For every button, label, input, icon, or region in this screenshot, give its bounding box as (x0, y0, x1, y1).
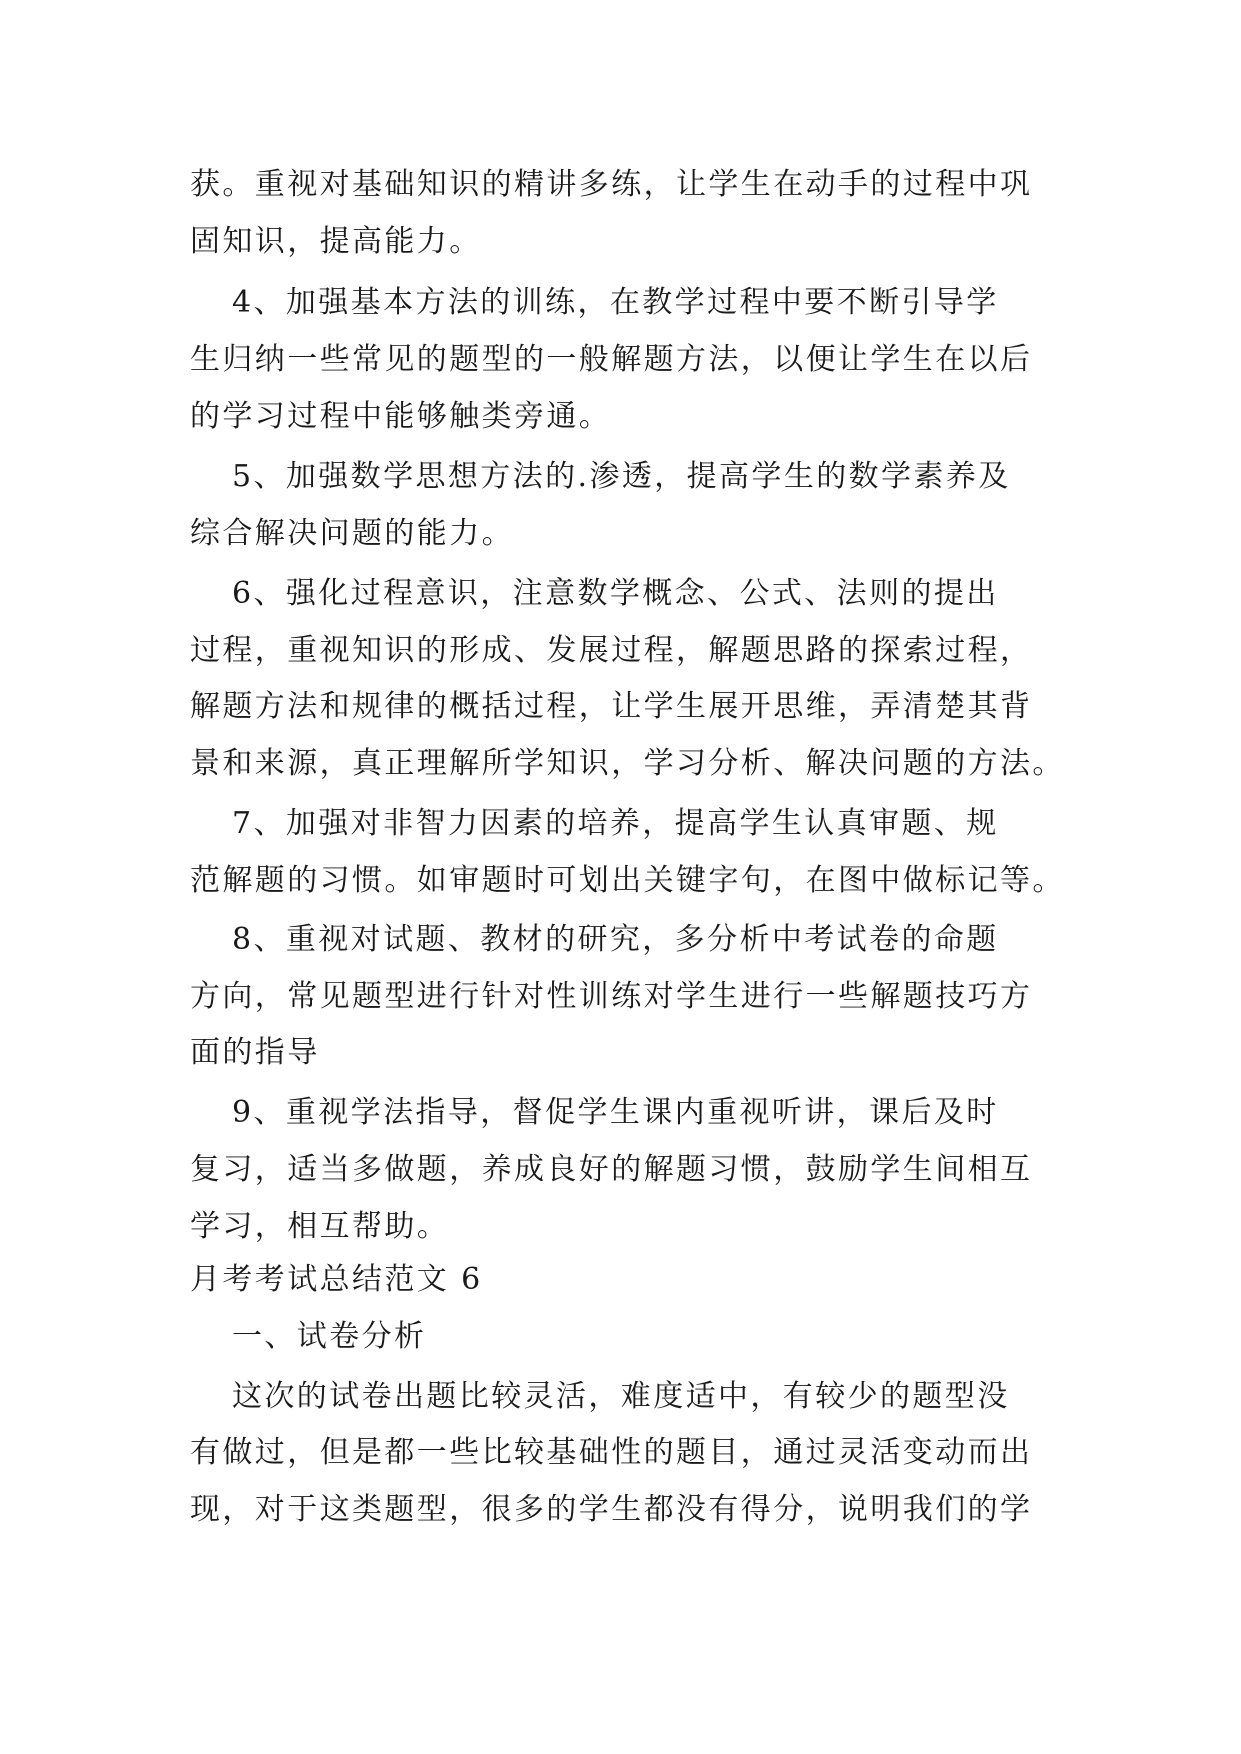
text-line: 解题方法和规律的概括过程，让学生展开思维，弄清楚其背 (190, 689, 1033, 724)
text-line: 复习，适当多做题，养成良好的解题习惯，鼓励学生间相互 (190, 1152, 1033, 1187)
text-line: 现，对于这类题型，很多的学生都没有得分，说明我们的学 (190, 1492, 1033, 1527)
text-line: 8、重视对试题、教材的研究，多分析中考试卷的命题 (232, 922, 999, 957)
text-line: 获。重视对基础知识的精讲多练，让学生在动手的过程中巩 (190, 167, 1033, 202)
text-line: 4、加强基本方法的训练，在教学过程中要不断引导学 (232, 285, 999, 320)
subsection-title: 一、试卷分析 (232, 1319, 427, 1354)
text-line: 生归纳一些常见的题型的一般解题方法，以便让学生在以后 (190, 342, 1033, 377)
text-line: 9、重视学法指导，督促学生课内重视听讲，课后及时 (232, 1095, 999, 1130)
text-line: 方向，常见题型进行针对性训练对学生进行一些解题技巧方 (190, 979, 1033, 1014)
text-line: 过程，重视知识的形成、发展过程，解题思路的探索过程， (190, 633, 1033, 668)
text-line: 这次的试卷出题比较灵活，难度适中，有较少的题型没 (232, 1379, 1010, 1414)
text-line: 景和来源，真正理解所学知识，学习分析、解决问题的方法。 (190, 746, 1065, 781)
text-line: 7、加强对非智力因素的培养，提高学生认真审题、规 (232, 806, 999, 841)
text-line: 面的指导 (190, 1035, 320, 1070)
text-line: 6、强化过程意识，注意数学概念、公式、法则的提出 (232, 576, 999, 611)
text-line: 固知识，提高能力。 (190, 224, 482, 259)
text-line: 有做过，但是都一些比较基础性的题目，通过灵活变动而出 (190, 1435, 1033, 1470)
text-line: 学习，相互帮助。 (190, 1209, 450, 1244)
text-line: 范解题的习惯。如审题时可划出关键字句，在图中做标记等。 (190, 863, 1065, 898)
text-line: 的学习过程中能够触类旁通。 (190, 399, 612, 434)
text-line: 综合解决问题的能力。 (190, 516, 514, 551)
text-line: 5、加强数学思想方法的.渗透，提高学生的数学素养及 (232, 459, 1011, 494)
section-title: 月考考试总结范文 6 (190, 1262, 483, 1297)
